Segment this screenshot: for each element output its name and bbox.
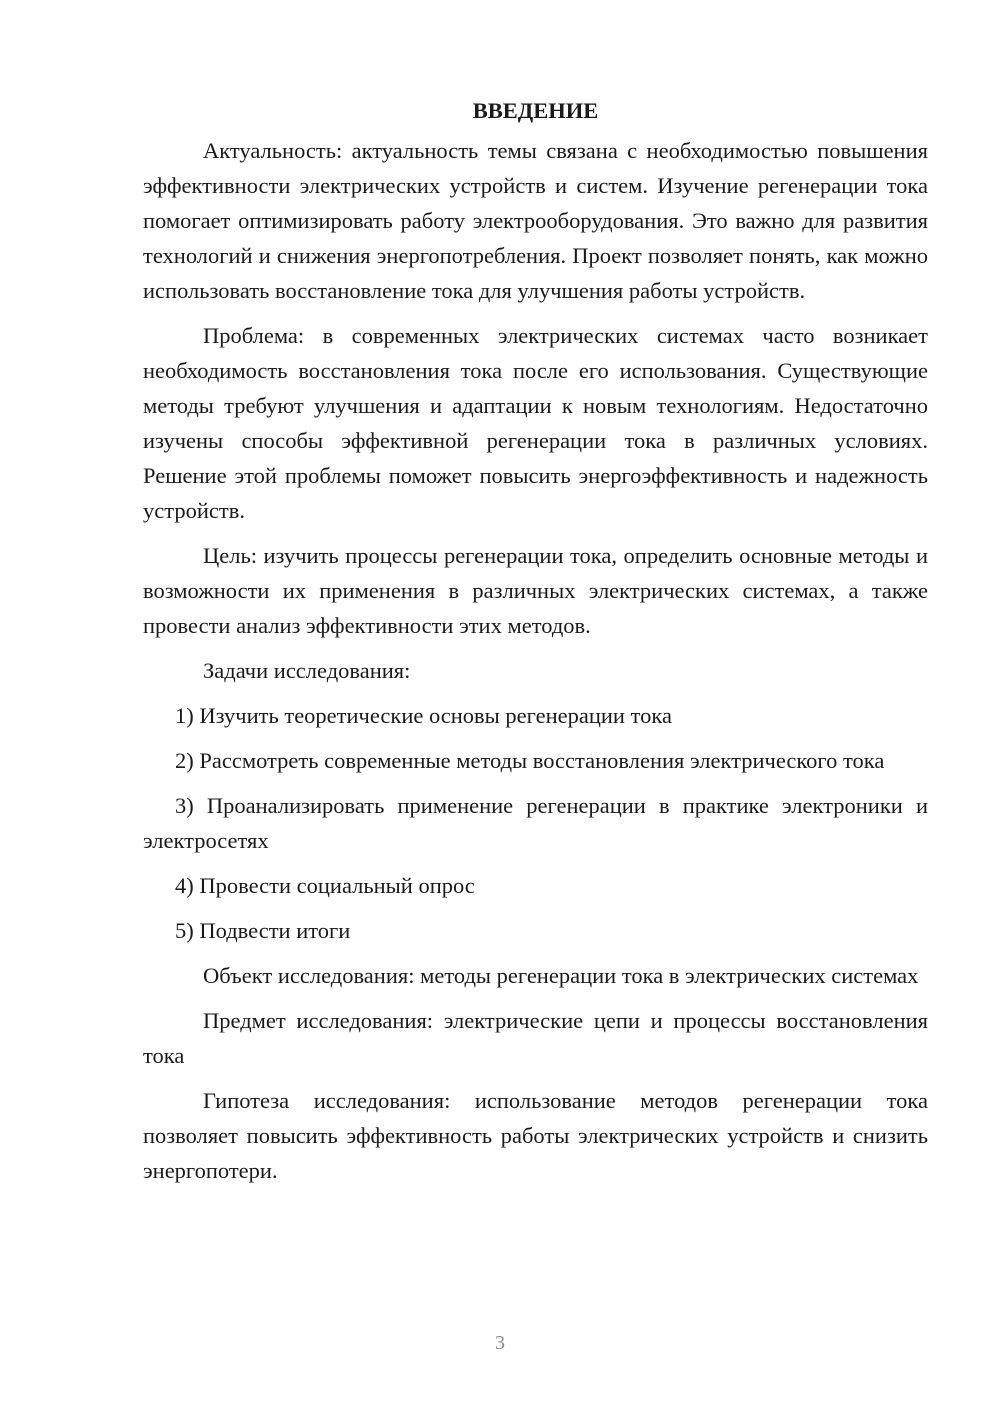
task-item-4: 4) Провести социальный опрос: [175, 873, 475, 898]
task-item-1: 1) Изучить теоретические основы регенерации тока: [175, 703, 672, 728]
document-body: [143, 93, 928, 1198]
goal-paragraph: Цель: изучить процессы регенерации тока, определить основные методы и возможности их применения в различных электрических системах, а также провести анализ эффективности этих методов.: [143, 543, 928, 638]
task-item-5: 5) Подвести итоги: [175, 918, 351, 943]
subject-paragraph: Предмет исследования: электрические цепи и процессы восстановления тока: [143, 1008, 928, 1068]
task-item-3: 3) Проанализировать применение регенерации в практике электроники и электросетях: [143, 793, 928, 853]
page-number: 3: [495, 1332, 505, 1354]
hypothesis-paragraph: Гипотеза исследования: использование методов регенерации тока позволяет повысить эффективность работы электрических устройств и снизить энергопотери.: [143, 1088, 928, 1183]
object-paragraph: Объект исследования: методы регенерации тока в электрических системах: [203, 963, 919, 988]
task-item-2: 2) Рассмотреть современные методы восстановления электрического тока: [175, 748, 885, 773]
tasks-heading: Задачи исследования:: [203, 658, 411, 683]
problem-paragraph: Проблема: в современных электрических системах часто возникает необходимость восстановления тока после его использования. Существующие методы требуют улучшения и адаптации к новым технологиям. Недостаточно изучены способы эффективной регенерации тока в различных условиях. Решение этой проблемы поможет повысить энергоэффективность и надежность устройств.: [143, 323, 928, 523]
relevance-paragraph: Актуальность: актуальность темы связана с необходимостью повышения эффективности электрических устройств и систем. Изучение регенерации тока помогает оптимизировать работу электрооборудования. Это важно для развития технологий и снижения энергопотребления. Проект позволяет понять, как можно использовать восстановление тока для улучшения работы устройств.: [143, 138, 928, 303]
page-title: ВВЕДЕНИЕ: [472, 98, 599, 123]
